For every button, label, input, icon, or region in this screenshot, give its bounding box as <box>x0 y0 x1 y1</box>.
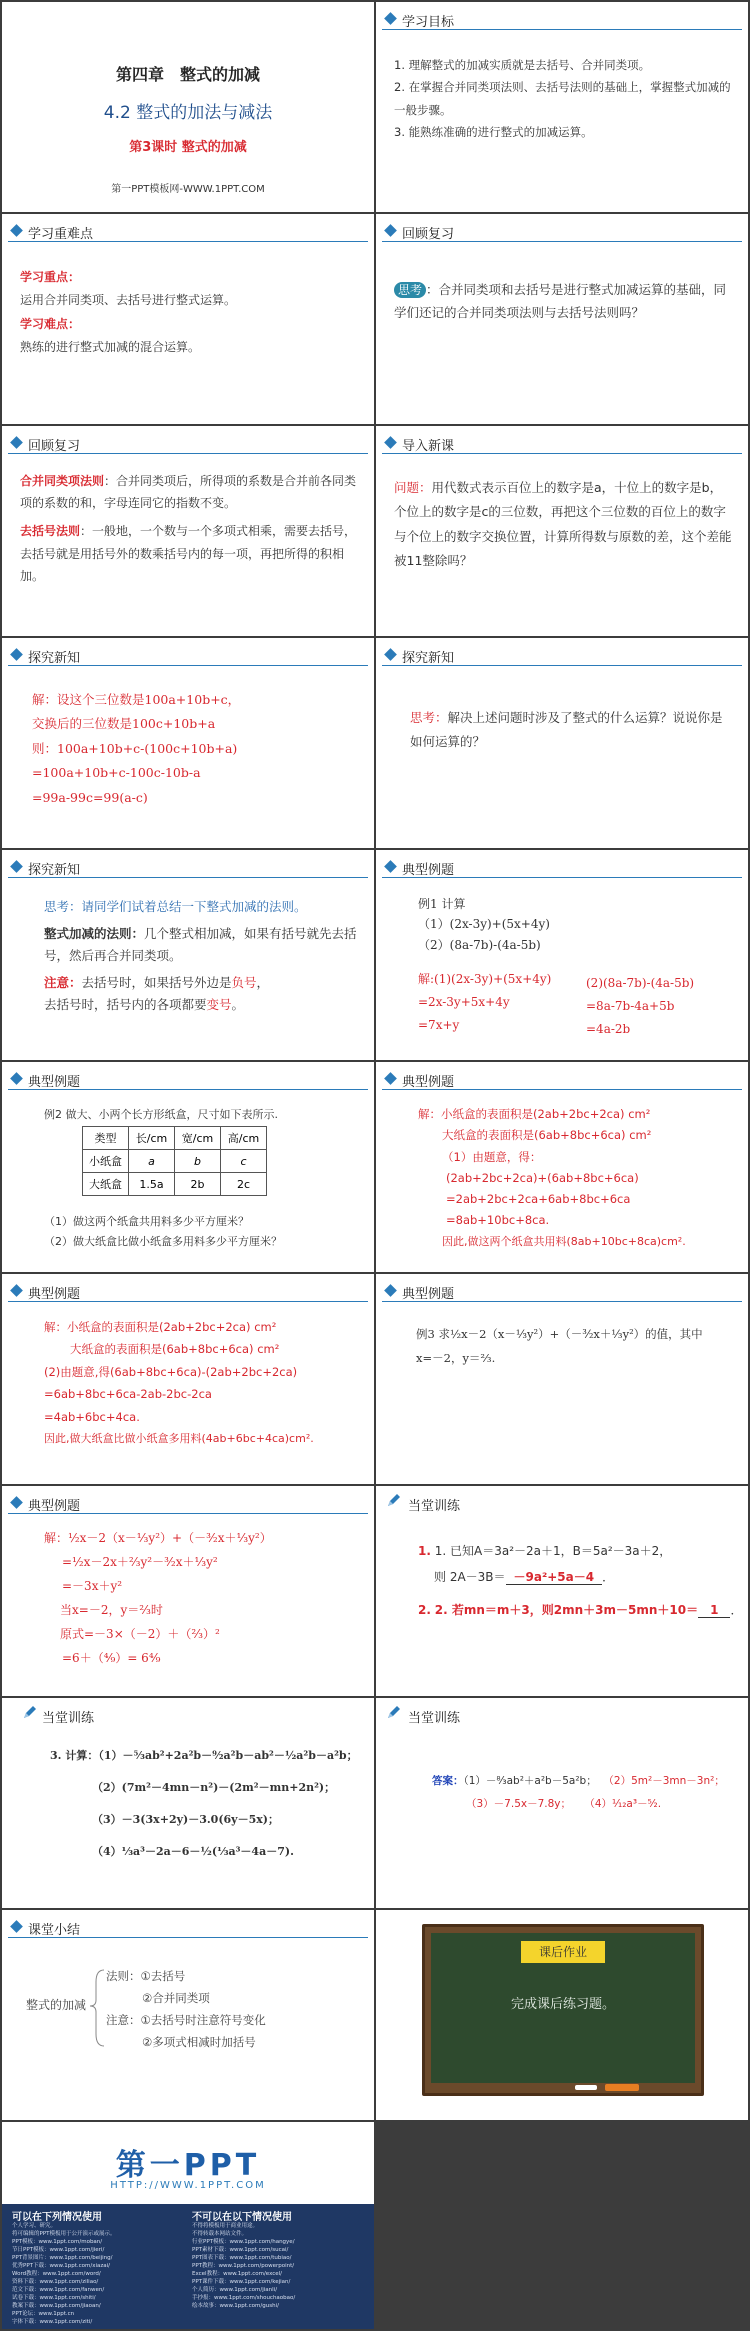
footer-left-item[interactable]: Word教程：www.1ppt.com/word/ <box>12 2271 101 2277</box>
pencil-icon <box>386 1704 402 1720</box>
solution-line: 解:(1)(2x-3y)+(5x+4y) <box>418 972 552 986</box>
slide-intro <box>376 426 748 636</box>
solution-line: （1）由题意，得： <box>442 1149 542 1164</box>
note-text: 去括号时，括号内的各项都要 <box>44 997 207 1012</box>
example-text: 例3 求½x－2（x－⅓y²）+（－³⁄₂x＋⅓y²）的值，其中 <box>416 1327 703 1341</box>
size-table <box>82 1126 267 1196</box>
note-label: 注意： <box>44 974 82 990</box>
footer-left-item: 将可编辑的PPT模板用于公开演示或展示。 <box>12 2231 116 2237</box>
example-question: （2）(8a-7b)-(4a-5b) <box>418 937 541 952</box>
homework-text: 完成课后练习题。 <box>510 1997 615 2012</box>
solution-line: 原式=－3×（－2）＋（⅔）² <box>60 1627 220 1641</box>
slide-header <box>382 1494 742 1514</box>
footer-left-item[interactable]: 教案下载：www.1ppt.com/jiaoan/ <box>12 2303 101 2309</box>
footer-right-item[interactable]: PPT课件下载：www.1ppt.com/kejian/ <box>192 2279 291 2285</box>
homework-tag: 课后作业 <box>521 1941 605 1963</box>
slide-practice-answers <box>376 1698 748 1908</box>
solution-line: 大纸盒的表面积是(6ab+8bc+6ca) cm² <box>442 1128 652 1143</box>
solution-line: =2x-3y+5x+4y <box>418 994 510 1009</box>
solution-line: =99a-99c=99(a-c) <box>32 789 148 805</box>
slide-header <box>8 646 368 666</box>
blackboard-frame <box>422 1924 704 2096</box>
slide-review-2 <box>2 426 374 636</box>
table-row <box>83 1173 267 1196</box>
diamond-icon <box>10 224 23 237</box>
question-label: 问题： <box>394 480 432 495</box>
footer-right-item: 不得将模板用于商业用途。 <box>192 2223 259 2229</box>
footer-right-item[interactable]: Excel教程：www.1ppt.com/excel/ <box>192 2271 283 2277</box>
example-head: 例1 计算 <box>418 897 466 911</box>
answer-text: （1）－⁸⁄₃ab²＋a²b－5a²b； <box>463 1775 597 1787</box>
slide-title <box>2 2 374 212</box>
slide-homework <box>376 1910 748 2120</box>
summary-leaf: ②合并同类项 <box>142 1990 210 2005</box>
slide-goals <box>376 2 748 212</box>
rule-text: ：一般地，一个数与一个多项式相乘，需要去括号，去括号就是用括号外的数乘括号内的每一项，再把所得的积相加。 <box>20 524 357 583</box>
diamond-icon <box>10 1284 23 1297</box>
slide-header-title: 导入新课 <box>402 439 455 454</box>
slide-header <box>382 858 742 878</box>
diamond-icon <box>384 1284 397 1297</box>
summary-branch: 法则： <box>106 1969 141 1983</box>
solution-line: =4a-2b <box>586 1021 631 1036</box>
example-text: x=－2，y＝⅔. <box>416 1351 496 1366</box>
example-question: （2）做大纸盒比做小纸盒多用料多少平方厘米？ <box>44 1234 282 1248</box>
slide-header <box>382 10 742 30</box>
solution-line: 解：小纸盒的表面积是(2ab+2bc+2ca) cm² <box>44 1320 277 1334</box>
footer-panel <box>2 2204 374 2329</box>
footer-left-item[interactable]: 试卷下载：www.1ppt.com/shiti/ <box>12 2295 96 2301</box>
rule-label: 合并同类项法则 <box>20 474 105 488</box>
table-cell: 2b <box>175 1173 221 1196</box>
chapter-title: 第四章 整式的加减 <box>115 65 260 84</box>
table-cell: 大纸盒 <box>83 1173 129 1196</box>
problem-number: 1. <box>418 1544 431 1558</box>
goal-item: 1. 理解整式的加减实质就是去括号、合并同类项。 <box>394 58 651 72</box>
problem-text: 则 2A－3B＝ <box>434 1570 506 1585</box>
solution-line: (2)由题意,得(6ab+8bc+6ca)-(2ab+2bc+2ca) <box>44 1364 298 1379</box>
slide-header-title: 当堂训练 <box>408 1711 461 1726</box>
footer-left-item: 个人学习、研究。 <box>12 2223 57 2229</box>
footer-left-item[interactable]: PPT论坛：www.1ppt.cn <box>12 2311 75 2317</box>
slide-header <box>8 222 368 242</box>
slide-header-title: 典型例题 <box>402 1075 455 1090</box>
solution-line: =8ab+10bc+8ca. <box>446 1213 550 1228</box>
slide-header-title: 探究新知 <box>28 863 81 878</box>
solution-line: (2)(8a-7b)-(4a-5b) <box>586 976 695 990</box>
think-text: ：合并同类项和去括号是进行整式加减运算的基础，同学们还记的合并同类项法则与去括号法则吗？ <box>394 282 727 321</box>
punctuation: ． <box>730 1602 743 1617</box>
slide-summary <box>2 1910 374 2120</box>
footer-right-item[interactable]: 个人简历：www.1ppt.com/jianli/ <box>192 2287 278 2293</box>
table-cell: 宽/cm <box>175 1127 221 1150</box>
solution-line: =7x+y <box>418 1017 460 1032</box>
answer-text: （3）－7.5x－7.8y； <box>466 1798 572 1811</box>
example-question: （1）做这两个纸盒共用料多少平方厘米？ <box>44 1215 249 1228</box>
solution-line: =100a+10b+c-100c-10b-a <box>32 765 201 781</box>
solution-line: =8a-7b-4a+5b <box>586 998 675 1013</box>
think-text: 解决上述问题时涉及了整式的什么运算？说说你是如何运算的？ <box>410 710 723 750</box>
slide-header-title: 典型例题 <box>28 1287 81 1302</box>
slide-practice-2 <box>2 1698 374 1908</box>
diamond-icon <box>384 860 397 873</box>
slide-example-6 <box>2 1486 374 1696</box>
slide-explore-3 <box>2 850 374 1060</box>
summary-leaf: ②多项式相减时加括号 <box>142 2034 256 2049</box>
section-title: 4.2 整式的加法与减法 <box>103 103 273 123</box>
diamond-icon <box>10 648 23 661</box>
slide-header <box>8 1070 368 1090</box>
question-text: 用代数式表示百位上的数字是a，十位上的数字是b，个位上的数字是c的三位数，再把这个三位数的百位上的数字与个位上的数字交换位置，计算所得数与原数的差，这个差能被11整除吗？ <box>394 480 732 569</box>
slide-header <box>382 434 742 454</box>
slide-header <box>8 1494 368 1514</box>
think-text: 思考：请同学们试着总结一下整式加减的法则。 <box>44 899 307 914</box>
diamond-icon <box>384 436 397 449</box>
table-cell: a <box>129 1150 175 1173</box>
diamond-icon <box>384 1072 397 1085</box>
footer-right-title: 不可以在以下情况使用 <box>192 2212 292 2223</box>
footer-logo: 第一PPT <box>115 2148 261 2183</box>
problem-line: （2）(7m²－4mn－n²)－(2m²－mn+2n²)； <box>92 1780 336 1794</box>
footer-left-item[interactable]: 范文下载：www.1ppt.com/fanwen/ <box>12 2287 105 2293</box>
note-highlight: 负号 <box>231 974 257 990</box>
answer-label: 答案： <box>432 1775 464 1787</box>
note-text: ， <box>256 974 270 990</box>
solution-line: 解：小纸盒的表面积是(2ab+2bc+2ca) cm² <box>418 1107 651 1121</box>
diamond-icon <box>10 860 23 873</box>
solution-line: 解：½x－2（x－⅓y²）+（－³⁄₂x＋⅓y²） <box>44 1531 272 1545</box>
rule-text: ：合并同类项后，所得项的系数是合并前各同类项的系数的和，字母连同它的指数不变。 <box>20 474 357 511</box>
footer-left-title: 可以在下列情况使用 <box>12 2212 102 2223</box>
think-badge: 思考 <box>394 282 426 298</box>
problem-line: （3）－3(3x+2y)－3.0(6y－5x)； <box>92 1812 279 1826</box>
slide-footer <box>2 2122 374 2329</box>
table-cell: 小纸盒 <box>83 1150 129 1173</box>
slide-review-1 <box>376 214 748 424</box>
slide-header <box>382 222 742 242</box>
answer-blank: －9a²+5a－4 <box>506 1570 603 1585</box>
diamond-icon <box>10 436 23 449</box>
footer-left-item[interactable]: 字体下载：www.1ppt.com/ziti/ <box>12 2319 93 2325</box>
think-label: 思考： <box>410 710 448 725</box>
solution-line: 大纸盒的表面积是(6ab+8bc+6ca) cm² <box>70 1342 280 1357</box>
slide-header <box>382 646 742 666</box>
chalk-icon <box>575 2085 597 2090</box>
slide-header-title: 典型例题 <box>402 1287 455 1302</box>
diamond-icon <box>384 224 397 237</box>
solution-line: =4ab+6bc+4ca. <box>44 1409 140 1424</box>
table-cell: 2c <box>221 1173 267 1196</box>
goal-item: 2. 在掌握合并同类项法则、去括号法则的基础上，掌握整式加减的一般步骤。 <box>394 80 731 117</box>
footer-right-item[interactable]: 绘本故事：www.1ppt.com/gushi/ <box>192 2303 279 2309</box>
difficulty-label: 学习难点： <box>20 316 81 331</box>
solution-line: 则：100a+10b+c-(100c+10b+a) <box>32 740 238 756</box>
solution-line: =2ab+2bc+2ca+6ab+8bc+6ca <box>446 1192 631 1207</box>
slide-keypoints <box>2 214 374 424</box>
solution-line: 解：设这个三位数是100a+10b+c， <box>32 692 241 707</box>
footer-right-item[interactable]: PPT素材下载：www.1ppt.com/sucai/ <box>192 2247 289 2253</box>
table-row <box>83 1127 267 1150</box>
answer-blank: 1 <box>698 1603 730 1618</box>
problem-number: 2. <box>418 1602 431 1617</box>
summary-leaf: ①去括号 <box>140 1969 186 1983</box>
goal-item: 3. 能熟练准确的进行整式的加减运算。 <box>394 125 593 140</box>
slide-example-1 <box>376 850 748 1060</box>
key-text: 运用合并同类项、去括号进行整式运算。 <box>20 293 237 308</box>
solution-line: =½x－2x＋⅔y²－³⁄₂x＋⅓y² <box>62 1555 218 1569</box>
slide-header-title: 学习目标 <box>402 15 455 30</box>
note-text: 去括号时，如果括号外边是 <box>81 974 232 990</box>
footer-left-item[interactable]: PPT模板：www.1ppt.com/moban/ <box>12 2239 103 2245</box>
footer-left-item[interactable]: PPT背景图片：www.1ppt.com/beijing/ <box>12 2255 113 2261</box>
key-label: 学习重点： <box>20 270 81 284</box>
slide-example-4 <box>2 1274 374 1484</box>
slide-header-title: 学习重难点 <box>28 227 94 242</box>
solution-line: 当x=－2，y＝⅔时 <box>60 1603 163 1617</box>
diamond-icon <box>384 12 397 25</box>
rule-label: 整式加减的法则： <box>44 925 145 941</box>
solution-line: =6＋（⁴⁄₉）= 6⁴⁄₉ <box>62 1651 161 1665</box>
difficulty-text: 熟练的进行整式加减的混合运算。 <box>20 340 201 355</box>
slide-header-title: 课堂小结 <box>28 1923 81 1938</box>
summary-branch: 注意： <box>106 2012 141 2027</box>
rule-label: 去括号法则 <box>20 524 81 539</box>
slide-header-title: 回顾复习 <box>402 227 455 242</box>
footer-left-item[interactable]: 节日PPT模板：www.1ppt.com/jieri/ <box>12 2247 105 2253</box>
slide-header-title: 典型例题 <box>28 1499 81 1514</box>
slide-header <box>382 1070 742 1090</box>
punctuation: ． <box>602 1570 615 1585</box>
slide-practice-1 <box>376 1486 748 1696</box>
slide-header-title: 探究新知 <box>28 651 81 666</box>
table-cell: 1.5a <box>129 1173 175 1196</box>
summary-leaf: ①去括号时注意符号变化 <box>140 2012 266 2027</box>
slide-header-title: 回顾复习 <box>28 439 81 454</box>
solution-line: 交换后的三位数是100c+10b+a <box>32 716 216 732</box>
example-question: （1）(2x-3y)+(5x+4y) <box>418 917 550 932</box>
answer-text: （4）¹⁄₁₂a³－⁵⁄₂. <box>584 1798 662 1811</box>
pencil-icon <box>22 1704 38 1720</box>
solution-line: 因此,做这两个纸盒共用料(8ab+10bc+8ca)cm². <box>442 1234 686 1248</box>
problem-line: 3. 计算：（1）－⁵⁄₃ab²+2a²b－⁹⁄₂a²b－ab²－½a²b－a²b； <box>50 1749 358 1762</box>
slide-header <box>8 1706 368 1726</box>
footer-left-item[interactable]: 资料下载：www.1ppt.com/ziliao/ <box>12 2279 99 2285</box>
slide-header-title: 探究新知 <box>402 651 455 666</box>
table-cell: c <box>221 1150 267 1173</box>
summary-root: 整式的加减 <box>26 1998 87 2012</box>
footer-right-item[interactable]: 行业PPT模板：www.1ppt.com/hangye/ <box>192 2239 295 2245</box>
solution-line: =6ab+8bc+6ca-2ab-2bc-2ca <box>44 1387 212 1402</box>
footer-right-item[interactable]: 手抄报：www.1ppt.com/shouchaobao/ <box>192 2295 296 2301</box>
slide-explore-1 <box>2 638 374 848</box>
table-cell: 类型 <box>83 1127 129 1150</box>
diamond-icon <box>10 1496 23 1509</box>
note-highlight: 变号 <box>206 997 232 1012</box>
slide-example-2 <box>2 1062 374 1272</box>
slide-example-3 <box>376 1062 748 1272</box>
footer-url: HTTP://WWW.1PPT.COM <box>110 2180 266 2191</box>
problem-line: （4）⅓a³－2a－6－½(⅓a³－4a－7). <box>92 1844 294 1858</box>
table-cell: b <box>175 1150 221 1173</box>
solution-line: 因此,做大纸盒比做小纸盒多用料(4ab+6bc+4ca)cm². <box>44 1432 314 1446</box>
slide-explore-2 <box>376 638 748 848</box>
solution-line: =－3x＋y² <box>62 1579 123 1593</box>
slide-header <box>8 434 368 454</box>
pencil-icon <box>386 1492 402 1508</box>
site-label: 第一PPT模板网-WWW.1PPT.COM <box>111 184 265 195</box>
slide-header <box>382 1706 742 1726</box>
rule-text: 几个整式相加减，如果有括号就先去括号，然后再合并同类项。 <box>44 925 357 963</box>
example-head: 例2 做大、小两个长方形纸盒，尺寸如下表所示. <box>44 1108 278 1121</box>
slide-header <box>8 1282 368 1302</box>
table-cell: 长/cm <box>129 1127 175 1150</box>
table-cell: 高/cm <box>221 1127 267 1150</box>
answer-text: （2）5m²－3mn－3n²； <box>603 1775 725 1787</box>
slide-header-title: 典型例题 <box>28 1075 81 1090</box>
footer-left-item[interactable]: 优秀PPT下载：www.1ppt.com/xiazai/ <box>12 2263 111 2269</box>
slide-header-title: 当堂训练 <box>42 1711 95 1726</box>
solution-line: (2ab+2bc+2ca)+(6ab+8bc+6ca) <box>446 1170 639 1185</box>
problem-text: 2. 若mn＝m＋3，则2mn＋3m－5mn＋10＝ <box>434 1602 699 1617</box>
eraser-icon <box>605 2084 639 2091</box>
footer-right-item: 不得转载本网站文件。 <box>192 2231 248 2237</box>
problem-text: 1. 已知A＝3a²－2a＋1，B＝5a²－3a＋2， <box>434 1544 672 1558</box>
lesson-title: 第3课时 整式的加减 <box>129 140 247 155</box>
slide-header-title: 当堂训练 <box>408 1499 461 1514</box>
footer-right-item[interactable]: PPT图表下载：www.1ppt.com/tubiao/ <box>192 2255 292 2261</box>
diamond-icon <box>384 648 397 661</box>
slide-example-5 <box>376 1274 748 1484</box>
slide-header <box>8 858 368 878</box>
slide-header <box>382 1282 742 1302</box>
table-row <box>83 1150 267 1173</box>
note-text: 。 <box>231 997 245 1012</box>
footer-right-item[interactable]: PPT教程：www.1ppt.com/powerpoint/ <box>192 2263 295 2269</box>
slide-header-title: 典型例题 <box>402 863 455 878</box>
diamond-icon <box>10 1072 23 1085</box>
